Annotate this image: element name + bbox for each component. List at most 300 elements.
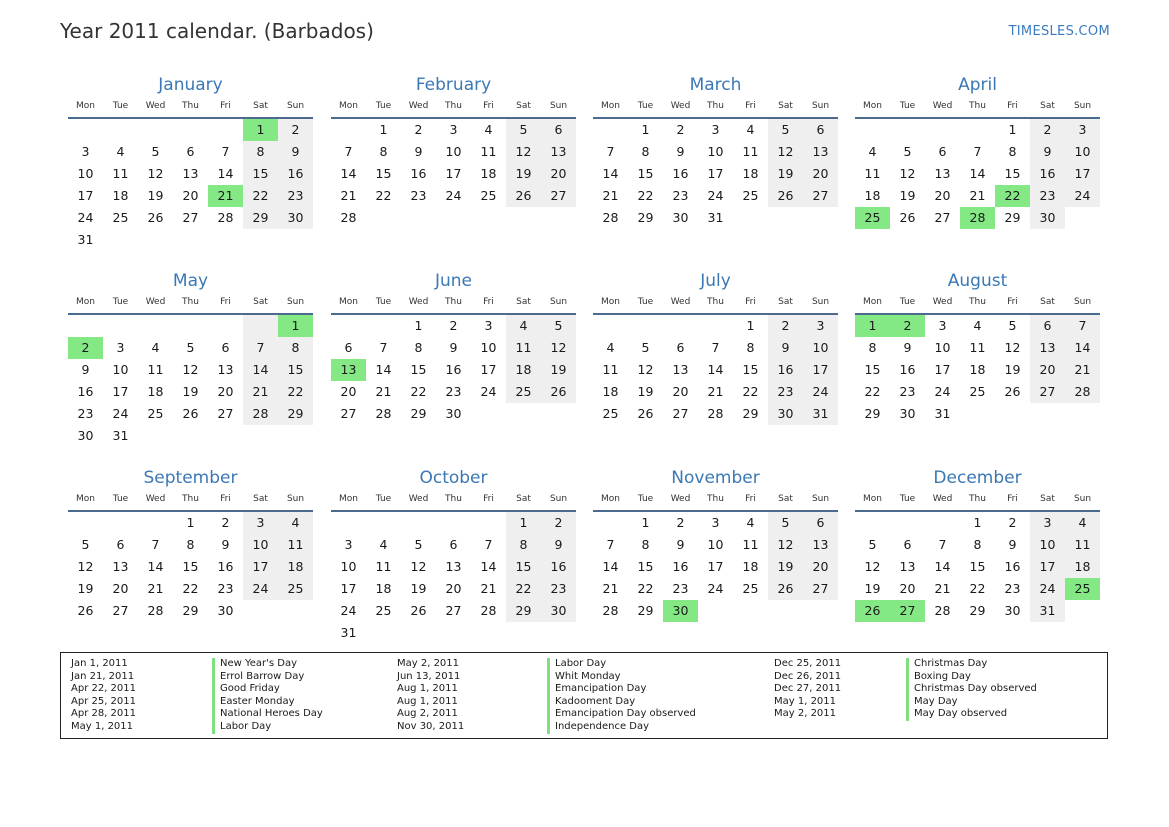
days-grid [331, 119, 576, 229]
weekday-label: Sun [549, 297, 568, 307]
empty-cell [698, 600, 733, 622]
day-cell: 27 [934, 210, 951, 225]
weekday-header [855, 96, 1100, 116]
weekday-label: Sat [253, 494, 268, 504]
empty-cell [366, 207, 401, 229]
day-cell: 8 [641, 537, 650, 552]
holiday-day-cell: 1 [855, 315, 890, 337]
day-cell: 29 [969, 603, 986, 618]
day-cell: 19 [147, 188, 164, 203]
day-cell: 13 [217, 362, 234, 377]
holiday-date: Nov 30, 2011 [397, 720, 465, 732]
day-cell: 11 [742, 537, 759, 552]
weekday-label: Sun [811, 494, 830, 504]
day-cell: 13 [445, 559, 462, 574]
weekday-label: Sun [1073, 494, 1092, 504]
day-cell: 25 [278, 578, 313, 600]
day-cell: 2 [676, 515, 685, 530]
day-cell: 16 [672, 166, 689, 181]
day-cell: 27 [217, 406, 234, 421]
weekday-label: Fri [483, 297, 494, 307]
weekday-label: Sat [1040, 101, 1055, 111]
empty-cell [733, 600, 768, 622]
day-cell: 20 [217, 384, 234, 399]
day-cell: 9 [1008, 537, 1017, 552]
empty-cell [138, 425, 173, 447]
day-cell: 8 [868, 340, 877, 355]
day-cell: 20 [112, 581, 129, 596]
day-cell: 2 [449, 318, 458, 333]
weekday-label: Mon [601, 101, 620, 111]
empty-cell [401, 512, 436, 534]
day-cell: 6 [676, 340, 685, 355]
day-cell: 3 [711, 122, 720, 137]
weekday-label: Fri [1007, 297, 1018, 307]
day-cell: 6 [803, 119, 838, 141]
day-cell: 18 [969, 362, 986, 377]
month-october [331, 467, 576, 644]
day-cell: 14 [147, 559, 164, 574]
day-cell: 15 [278, 359, 313, 381]
day-cell: 5 [151, 144, 160, 159]
day-cell: 7 [484, 537, 493, 552]
weekday-label: Fri [483, 101, 494, 111]
empty-cell [366, 512, 401, 534]
days-grid [593, 512, 838, 622]
holiday-date: Aug 1, 2011 [397, 683, 458, 695]
day-cell: 25 [969, 384, 986, 399]
empty-cell [855, 512, 890, 534]
day-cell: 15 [375, 166, 392, 181]
brand-link[interactable]: TIMESLES.COM [1008, 24, 1110, 39]
day-cell: 5 [903, 144, 912, 159]
holiday-name: Emancipation Day [547, 683, 696, 696]
weekday-label: Wed [670, 494, 691, 504]
day-cell: 29 [410, 406, 427, 421]
day-cell: 14 [480, 559, 497, 574]
day-cell: 8 [278, 337, 313, 359]
day-cell: 16 [445, 362, 462, 377]
day-cell: 18 [506, 359, 541, 381]
day-cell: 18 [1065, 556, 1100, 578]
month-april [855, 74, 1100, 229]
day-cell: 12 [864, 559, 881, 574]
empty-cell [471, 512, 506, 534]
empty-cell [593, 512, 628, 534]
day-cell: 3 [116, 340, 125, 355]
day-cell: 27 [112, 603, 129, 618]
day-cell: 6 [344, 340, 353, 355]
weekday-label: Mon [863, 297, 882, 307]
day-cell: 3 [711, 515, 720, 530]
weekday-label: Fri [1007, 494, 1018, 504]
empty-cell [103, 119, 138, 141]
day-cell: 23 [445, 384, 462, 399]
day-cell: 17 [1065, 163, 1100, 185]
weekday-label: Thu [445, 101, 462, 111]
day-cell: 22 [637, 581, 654, 596]
month-february [331, 74, 576, 229]
month-name: February [415, 75, 492, 95]
days-grid [68, 512, 313, 622]
day-cell: 15 [637, 166, 654, 181]
day-cell: 9 [676, 537, 685, 552]
day-cell: 18 [147, 384, 164, 399]
day-cell: 2 [1008, 515, 1017, 530]
day-cell: 13 [1030, 337, 1065, 359]
holiday-day-cell: 26 [855, 600, 890, 622]
day-cell: 28 [602, 603, 619, 618]
day-cell: 18 [278, 556, 313, 578]
empty-cell [506, 622, 541, 644]
weekday-label: Sun [549, 101, 568, 111]
month-name: July [700, 271, 731, 291]
day-cell: 29 [506, 600, 541, 622]
day-cell: 16 [217, 559, 234, 574]
day-cell: 10 [707, 537, 724, 552]
day-cell: 10 [243, 534, 278, 556]
day-cell: 8 [243, 141, 278, 163]
holiday-date: Aug 2, 2011 [397, 708, 458, 720]
day-cell: 8 [414, 340, 423, 355]
empty-cell [173, 229, 208, 251]
day-cell: 24 [1030, 578, 1065, 600]
day-cell: 1 [414, 318, 423, 333]
day-cell: 31 [77, 232, 94, 247]
weekday-label: Thu [707, 297, 724, 307]
weekday-label: Tue [899, 101, 916, 111]
weekday-label: Sun [549, 494, 568, 504]
empty-cell [541, 207, 576, 229]
empty-cell [890, 512, 925, 534]
holiday-date: May 1, 2011 [774, 695, 837, 707]
day-cell: 25 [602, 406, 619, 421]
empty-cell [68, 119, 103, 141]
day-cell: 1 [746, 318, 755, 333]
day-cell: 11 [969, 340, 986, 355]
weekday-label: Wed [408, 494, 429, 504]
weekday-label: Thu [969, 297, 986, 307]
holiday-day-cell: 21 [208, 185, 243, 207]
weekday-label: Sun [1073, 297, 1092, 307]
day-cell: 6 [803, 512, 838, 534]
day-cell: 22 [375, 188, 392, 203]
weekday-label: Thu [182, 101, 199, 111]
day-cell: 2 [768, 315, 803, 337]
day-cell: 24 [77, 210, 94, 225]
day-cell: 15 [969, 559, 986, 574]
day-cell: 19 [506, 163, 541, 185]
day-cell: 1 [973, 515, 982, 530]
weekday-label: Mon [339, 494, 358, 504]
day-cell: 19 [864, 581, 881, 596]
day-cell: 14 [340, 166, 357, 181]
weekday-label: Sat [253, 101, 268, 111]
day-cell: 8 [1008, 144, 1017, 159]
weekday-header [593, 292, 838, 312]
day-cell: 4 [1065, 512, 1100, 534]
weekday-label: Mon [601, 494, 620, 504]
empty-cell [243, 600, 278, 622]
day-cell: 9 [81, 362, 90, 377]
legend-names-column [212, 658, 323, 734]
day-cell: 20 [445, 581, 462, 596]
day-cell: 9 [449, 340, 458, 355]
day-cell: 19 [1004, 362, 1021, 377]
day-cell: 4 [973, 318, 982, 333]
day-cell: 21 [480, 581, 497, 596]
holiday-date: May 2, 2011 [774, 708, 837, 720]
weekday-label: Sat [516, 297, 531, 307]
day-cell: 25 [375, 603, 392, 618]
legend-names-column [547, 658, 696, 734]
days-grid [593, 119, 838, 229]
weekday-label: Fri [483, 494, 494, 504]
day-cell: 12 [768, 141, 803, 163]
day-cell: 17 [243, 556, 278, 578]
day-cell: 10 [112, 362, 129, 377]
day-cell: 18 [375, 581, 392, 596]
day-cell: 15 [742, 362, 759, 377]
day-cell: 25 [112, 210, 129, 225]
day-cell: 22 [410, 384, 427, 399]
day-cell: 25 [742, 581, 759, 596]
empty-cell [278, 229, 313, 251]
day-cell: 5 [506, 119, 541, 141]
empty-cell [925, 512, 960, 534]
day-cell: 8 [641, 144, 650, 159]
day-cell: 29 [742, 406, 759, 421]
day-cell: 10 [77, 166, 94, 181]
day-cell: 4 [278, 512, 313, 534]
day-cell: 21 [707, 384, 724, 399]
holiday-name: Good Friday [212, 683, 323, 696]
month-march [593, 74, 838, 229]
days-grid [593, 315, 838, 425]
day-cell: 17 [934, 362, 951, 377]
day-cell: 28 [147, 603, 164, 618]
day-cell: 27 [445, 603, 462, 618]
day-cell: 2 [1030, 119, 1065, 141]
empty-cell [208, 315, 243, 337]
empty-cell [208, 425, 243, 447]
weekday-label: Thu [445, 494, 462, 504]
day-cell: 23 [1030, 185, 1065, 207]
day-cell: 27 [803, 185, 838, 207]
holiday-day-cell: 2 [68, 337, 103, 359]
day-cell: 1 [506, 512, 541, 534]
day-cell: 19 [77, 581, 94, 596]
day-cell: 23 [541, 578, 576, 600]
day-cell: 4 [746, 122, 755, 137]
day-cell: 21 [934, 581, 951, 596]
legend-dates-column [71, 658, 136, 734]
day-cell: 10 [707, 144, 724, 159]
day-cell: 23 [672, 581, 689, 596]
day-cell: 12 [768, 534, 803, 556]
day-cell: 12 [77, 559, 94, 574]
weekday-header [593, 96, 838, 116]
holiday-date: Dec 25, 2011 [774, 658, 842, 669]
month-july [593, 270, 838, 425]
day-cell: 17 [77, 188, 94, 203]
holiday-date: May 1, 2011 [71, 720, 134, 732]
weekday-label: Tue [899, 297, 916, 307]
day-cell: 29 [278, 403, 313, 425]
empty-cell [925, 119, 960, 141]
day-cell: 7 [344, 144, 353, 159]
day-cell: 13 [672, 362, 689, 377]
day-cell: 29 [243, 207, 278, 229]
day-cell: 27 [541, 185, 576, 207]
day-cell: 20 [182, 188, 199, 203]
day-cell: 12 [410, 559, 427, 574]
day-cell: 20 [340, 384, 357, 399]
empty-cell [243, 425, 278, 447]
day-cell: 26 [77, 603, 94, 618]
day-cell: 19 [768, 163, 803, 185]
empty-cell [855, 119, 890, 141]
weekday-label: Tue [899, 494, 916, 504]
day-cell: 30 [768, 403, 803, 425]
day-cell: 28 [707, 406, 724, 421]
day-cell: 4 [746, 515, 755, 530]
weekday-label: Sat [253, 297, 268, 307]
days-grid [855, 315, 1100, 425]
day-cell: 11 [480, 144, 497, 159]
day-cell: 8 [186, 537, 195, 552]
weekday-header [68, 489, 313, 509]
weekday-label: Wed [408, 297, 429, 307]
day-cell: 26 [147, 210, 164, 225]
holiday-name: Easter Monday [212, 696, 323, 709]
day-cell: 4 [506, 315, 541, 337]
day-cell: 19 [182, 384, 199, 399]
empty-cell [138, 229, 173, 251]
holiday-date: Dec 27, 2011 [774, 683, 842, 695]
weekday-label: Sun [286, 101, 305, 111]
empty-cell [960, 403, 995, 425]
month-name: November [671, 468, 760, 488]
day-cell: 19 [768, 556, 803, 578]
weekday-label: Tue [637, 494, 654, 504]
day-cell: 28 [480, 603, 497, 618]
day-cell: 6 [1030, 315, 1065, 337]
weekday-label: Sat [778, 494, 793, 504]
day-cell: 29 [182, 603, 199, 618]
weekday-label: Sun [286, 297, 305, 307]
weekday-label: Mon [339, 297, 358, 307]
weekday-label: Tue [637, 297, 654, 307]
weekday-label: Fri [745, 494, 756, 504]
month-name: September [143, 468, 238, 488]
day-cell: 26 [1004, 384, 1021, 399]
day-cell: 16 [899, 362, 916, 377]
weekday-label: Mon [863, 494, 882, 504]
holiday-name: Emancipation Day observed [547, 708, 696, 721]
weekday-label: Mon [601, 297, 620, 307]
day-cell: 17 [707, 559, 724, 574]
weekday-label: Thu [969, 101, 986, 111]
day-cell: 21 [602, 188, 619, 203]
day-cell: 11 [278, 534, 313, 556]
day-cell: 4 [868, 144, 877, 159]
day-cell: 26 [182, 406, 199, 421]
day-cell: 30 [77, 428, 94, 443]
day-cell: 26 [768, 578, 803, 600]
empty-cell [173, 425, 208, 447]
day-cell: 3 [81, 144, 90, 159]
day-cell: 16 [410, 166, 427, 181]
day-cell: 26 [506, 185, 541, 207]
day-cell: 28 [217, 210, 234, 225]
day-cell: 9 [676, 144, 685, 159]
days-grid [68, 119, 313, 251]
day-cell: 24 [480, 384, 497, 399]
day-cell: 15 [243, 163, 278, 185]
day-cell: 14 [243, 359, 278, 381]
day-cell: 13 [182, 166, 199, 181]
day-cell: 29 [637, 210, 654, 225]
holiday-name: May Day observed [906, 708, 1037, 721]
weekday-label: Wed [145, 297, 166, 307]
day-cell: 13 [541, 141, 576, 163]
day-cell: 18 [864, 188, 881, 203]
weekday-label: Sun [811, 101, 830, 111]
day-cell: 21 [375, 384, 392, 399]
weekday-label: Wed [670, 297, 691, 307]
holiday-name: Labor Day [547, 658, 696, 671]
day-cell: 27 [340, 406, 357, 421]
day-cell: 17 [445, 166, 462, 181]
empty-cell [138, 119, 173, 141]
day-cell: 11 [864, 166, 881, 181]
day-cell: 27 [182, 210, 199, 225]
day-cell: 1 [379, 122, 388, 137]
empty-cell [331, 315, 366, 337]
day-cell: 5 [1008, 318, 1017, 333]
day-cell: 24 [1065, 185, 1100, 207]
month-june [331, 270, 576, 425]
day-cell: 14 [934, 559, 951, 574]
days-grid [331, 315, 576, 425]
holiday-day-cell: 1 [243, 119, 278, 141]
day-cell: 15 [410, 362, 427, 377]
day-cell: 12 [506, 141, 541, 163]
empty-cell [803, 207, 838, 229]
day-cell: 3 [484, 318, 493, 333]
day-cell: 23 [77, 406, 94, 421]
weekday-label: Fri [220, 297, 231, 307]
day-cell: 19 [410, 581, 427, 596]
day-cell: 28 [375, 406, 392, 421]
day-cell: 3 [1030, 512, 1065, 534]
empty-cell [1030, 403, 1065, 425]
weekday-label: Thu [707, 494, 724, 504]
empty-cell [628, 315, 663, 337]
empty-cell [331, 119, 366, 141]
day-cell: 28 [1065, 381, 1100, 403]
month-may [68, 270, 313, 447]
day-cell: 5 [81, 537, 90, 552]
empty-cell [1065, 207, 1100, 229]
day-cell: 4 [379, 537, 388, 552]
day-cell: 21 [340, 188, 357, 203]
day-cell: 6 [903, 537, 912, 552]
weekday-label: Wed [932, 101, 953, 111]
day-cell: 11 [112, 166, 129, 181]
day-cell: 27 [1030, 381, 1065, 403]
